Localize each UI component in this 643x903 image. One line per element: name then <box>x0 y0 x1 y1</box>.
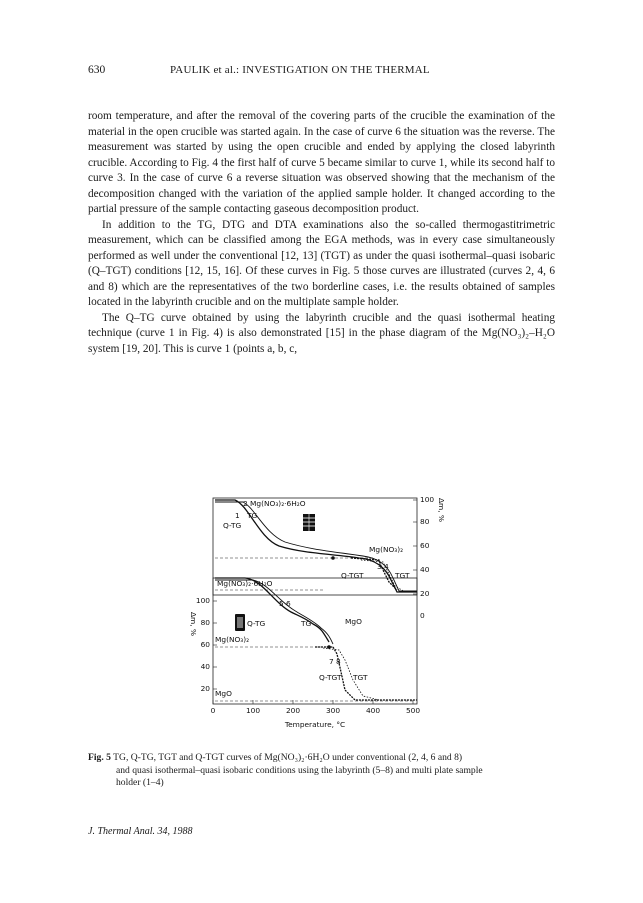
oxide-label: MgO <box>215 689 232 698</box>
qtg-label: Q-TG <box>247 619 266 628</box>
tg-label: TG <box>247 511 258 520</box>
left-tick-label: 40 <box>200 662 210 671</box>
paragraph: The Q–TG curve obtained by using the labyrinth crucible and the quasi isothermal heating technique (curve 1 in Fig. 4) is also demonstrated [15] in the phase diagram of the Mg(NO₃)₂–H₂O system [19, 20]. This is curve 1 (points a, b, c, <box>88 311 555 355</box>
left-tick-label: 100 <box>195 596 210 605</box>
journal-footer: J. Thermal Anal. 34, 1988 <box>88 826 193 837</box>
x-tick-label: 0 <box>210 706 216 715</box>
anhydrous-salt-label: Mg(NO₃)₂ <box>369 545 404 554</box>
x-tick-label: 300 <box>325 706 341 715</box>
right-tick-label: 80 <box>420 517 430 526</box>
left-tick-label: 80 <box>200 618 210 627</box>
thermal-analysis-figure <box>183 494 483 740</box>
lower-species-label: Mg(NO₃)₂·6H₂O <box>217 579 273 588</box>
paragraph: room temperature, and after the removal of the covering parts of the crucible the examination of the material in the open crucible was started again. In the case of curve 6 the situation was the reverse. The measurement was started by using the open crucible and ended by applying the closed labyrinth crucible. According to Fig. 4 the first half of curve 5 became similar to curve 1, while its second half to curve 3. In the case of curve 6 a reverse situation was observed showing that the mechanism of the decomposition changed with the variation of the applied sample holder. It changed according to the partial pressure of the sample contacting gaseous decomposition product. <box>88 110 555 215</box>
tgt-label: TGT <box>395 571 410 580</box>
oxide-label: MgO <box>345 617 362 626</box>
x-axis-label: Temperature, °C <box>284 720 346 729</box>
right-tick-label: 20 <box>420 589 430 598</box>
running-head: PAULIK et al.: INVESTIGATION ON THE THERMAL <box>170 64 430 76</box>
x-tick-label: 100 <box>245 706 261 715</box>
figure-label: Fig. 5 <box>88 752 111 763</box>
tgt-label: TGT <box>353 673 368 682</box>
left-tick-label: 60 <box>200 640 210 649</box>
multiplate-holder-icon <box>235 614 245 631</box>
curve-number-label: 5 6 <box>279 599 291 608</box>
right-axis-label: Δm, % <box>437 498 446 522</box>
right-tick-label: 0 <box>420 611 425 620</box>
x-tick-label: 500 <box>405 706 421 715</box>
tg-label: TG <box>301 619 312 628</box>
x-tick-label: 200 <box>285 706 301 715</box>
figure-caption <box>88 752 555 790</box>
caption-line <box>88 752 555 765</box>
x-tick-label: 400 <box>365 706 381 715</box>
left-tick-label: 20 <box>200 684 210 693</box>
upper-species-label: 2 Mg(NO₃)₂·6H₂O <box>243 499 306 508</box>
curve-marker <box>331 556 335 560</box>
curve-number-label: 7 8 <box>329 657 341 666</box>
curve-number-label: 3 4 <box>377 562 389 571</box>
qtgt-label: Q-TGT <box>319 673 342 682</box>
body-text <box>88 109 555 357</box>
left-axis-label: Δm, % <box>189 612 198 636</box>
caption-text: holder (1–4) <box>116 777 164 789</box>
qtgt-label: Q-TGT <box>341 571 364 580</box>
caption-text: TG, Q-TG, TGT and Q-TGT curves of Mg(NO₃)₂·6H₂O under conventional (2, 4, 6 and 8) <box>113 752 463 763</box>
right-tick-label: 60 <box>420 541 430 550</box>
anhydrous-salt-label: Mg(NO₃)₂ <box>215 635 250 644</box>
page-header <box>88 64 564 80</box>
figure-graphic <box>183 494 483 740</box>
labyrinth-crucible-icon <box>303 514 315 531</box>
page-number: 630 <box>88 64 106 76</box>
right-tick-label: 40 <box>420 565 430 574</box>
right-tick-label: 100 <box>420 495 435 504</box>
paragraph: In addition to the TG, DTG and DTA examinations also the so-called thermogastitrimetric measurement, which can be classified among the EGA methods, was in every case simultaneously performed as well under the conventional [12, 13] (TGT) as under the quasi isothermal–quasi isobaric (Q–TGT) conditions [12, 15, 16]. Of these curves in Fig. 5 those curves are illustrated (curves 2, 4, 6 and 8) which are the representatives of the two borderline cases, i.e. the results obtained of samples located in the labyrinth crucible and on the multiplate sample holder. <box>88 218 555 308</box>
curve-number-label: 1 <box>235 511 240 520</box>
curve-marker <box>327 645 331 649</box>
qtg-label: Q-TG <box>223 521 242 530</box>
caption-text: and quasi isothermal–quasi isobaric conditions using the labyrinth (5–8) and multi plate sample <box>116 764 483 776</box>
